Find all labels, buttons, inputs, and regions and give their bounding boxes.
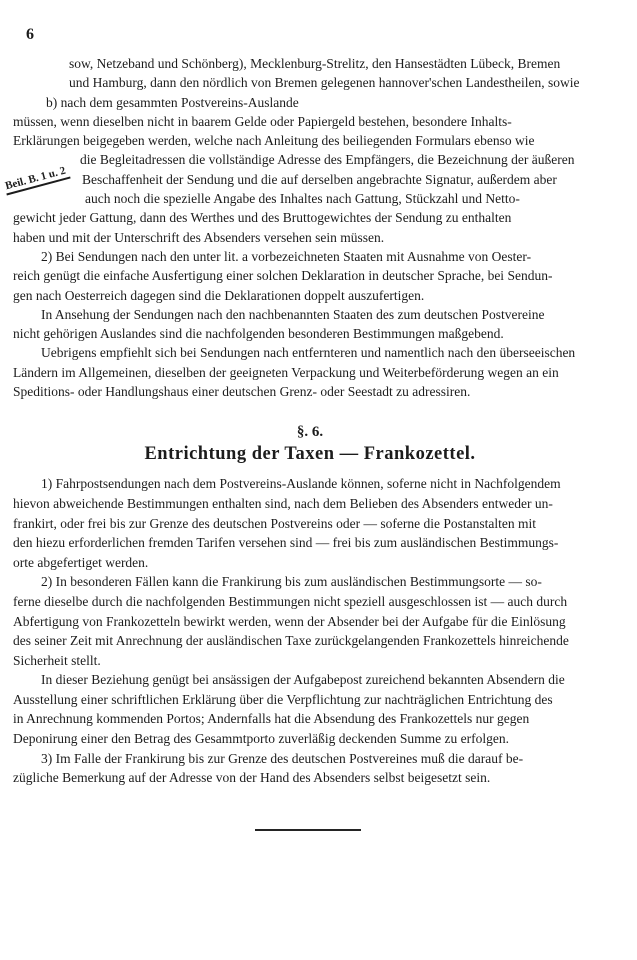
text-line: Erklärungen beigegeben werden, welche nach Anleitung des beiliegenden Formulars ebenso wie bbox=[13, 133, 535, 149]
text-line: die Begleitadressen die vollständige Adresse des Empfängers, die Bezeichnung der äußeren bbox=[80, 152, 575, 168]
text-line: Abfertigung von Frankozetteln bewirkt werden, wenn der Absender bei der Aufgabe für die Einlösung bbox=[13, 613, 566, 629]
text-line: 2) Bei Sendungen nach den unter lit. a vorbezeichneten Staaten mit Ausnahme von Oester- bbox=[41, 248, 532, 264]
text-line: Beschaffenheit der Sendung und die auf derselben angebrachte Signatur, außerdem aber bbox=[82, 171, 557, 187]
text-line: haben und mit der Unterschrift des Absenders versehen sein müssen. bbox=[13, 229, 385, 245]
paragraph-block-top bbox=[13, 54, 607, 401]
text-line: den hiezu erforderlichen fremden Tarifen versehen sind — frei bis zum ausländischen Bestimmungs- bbox=[13, 535, 559, 551]
text-line: sow, Netzeband und Schönberg), Mecklenburg-Strelitz, den Hansestädten Lübeck, Bremen bbox=[69, 56, 561, 71]
text-column bbox=[13, 54, 607, 831]
text-line: gewicht jeder Gattung, dann des Werthes und des Bruttogewichtes der Sendung zu enthalten bbox=[13, 210, 512, 226]
text-line: nicht gehörigen Auslandes sind die nachfolgenden besonderen Bestimmungen maßgebend. bbox=[13, 326, 504, 342]
text-line: Deponirung einer den Betrag des Gesammtporto zuverläßig deckenden Summe zu erfolgen. bbox=[13, 731, 509, 747]
section-heading bbox=[13, 424, 607, 465]
text-line: 1) Fahrpostsendungen nach dem Postvereins-Auslande können, soferne nicht in Nachfolgendem bbox=[41, 476, 561, 492]
text-line: hievon abweichende Bestimmungen enthalten sind, nach dem Belieben des Absenders entweder un- bbox=[13, 495, 553, 511]
text-line: 2) In besonderen Fällen kann die Frankirung bis zum ausländischen Bestimmungsorte — so- bbox=[41, 574, 542, 590]
text-line: Sicherheit stellt. bbox=[13, 652, 101, 668]
text-line: zügliche Bemerkung auf der Adresse von der Hand des Absenders selbst beigesetzt sein. bbox=[13, 770, 491, 786]
text-line: 3) Im Falle der Frankirung bis zur Grenze des deutschen Postvereines muß die darauf be- bbox=[41, 750, 524, 766]
text-line: b) nach dem gesammten Postvereins-Auslande bbox=[46, 94, 299, 110]
text-line: Ländern im Allgemeinen, dieselben der geeigneten Verpackung und Weiterbeförderung wegen an ein bbox=[13, 364, 559, 380]
text-line: müssen, wenn dieselben nicht in baarem Gelde oder Papiergeld bestehen, besondere Inhalts- bbox=[13, 113, 512, 129]
margin-note: Beil. B. 1 u. 2 bbox=[3, 164, 71, 196]
section-number: §. 6. bbox=[296, 424, 324, 441]
end-of-section-rule bbox=[255, 829, 361, 831]
text-line: gen nach Oesterreich dagegen sind die Deklarationen doppelt auszufertigen. bbox=[13, 287, 425, 303]
text-line: reich genügt die einfache Ausfertigung einer solchen Deklaration in deutscher Sprache, bei Sendun- bbox=[13, 268, 553, 284]
text-line: In Ansehung der Sendungen nach den nachbenannten Staaten des zum deutschen Postvereine bbox=[41, 306, 545, 322]
text-line: Ausstellung einer schriftlichen Erklärung über die Verpflichtung zur nachträglichen Entrichtung des bbox=[13, 691, 553, 707]
text-line: Uebrigens empfiehlt sich bei Sendungen nach entfernteren und namentlich nach den überseeischen bbox=[41, 345, 576, 361]
text-line: Speditions- oder Handlungshaus einer deutschen Grenz- oder Seestadt zu adressiren. bbox=[13, 384, 471, 400]
text-line: ferne dieselbe durch die nachfolgenden Bestimmungen nicht speziell ausgeschlossen ist — auch durch bbox=[13, 593, 568, 609]
text-line: In dieser Beziehung genügt bei ansässigen der Aufgabepost zureichend bekannten Absendern die bbox=[41, 672, 565, 688]
text-line: und Hamburg, dann den nördlich von Bremen gelegenen hannover'schen Landestheilen, sowie bbox=[69, 75, 580, 91]
text-line: frankirt, oder frei bis zur Grenze des deutschen Postvereins oder — soferne die Postanstalten mit bbox=[13, 515, 536, 531]
text-line: auch noch die spezielle Angabe des Inhaltes nach Gattung, Stückzahl und Netto- bbox=[85, 191, 520, 207]
section-title: Entrichtung der Taxen — Frankozettel. bbox=[144, 444, 476, 465]
paragraph-block-section6 bbox=[13, 474, 607, 788]
text-line: in Anrechnung kommenden Portos; Andernfalls hat die Absendung des Frankozettels nur gegen bbox=[13, 711, 530, 727]
page-number: 6 bbox=[26, 26, 35, 43]
text-line: orte abgefertiget werden. bbox=[13, 554, 149, 570]
text-line: des seiner Zeit mit Anrechnung der ausländischen Taxe zurückgelangenden Frankozettels hinreichende bbox=[13, 633, 569, 649]
